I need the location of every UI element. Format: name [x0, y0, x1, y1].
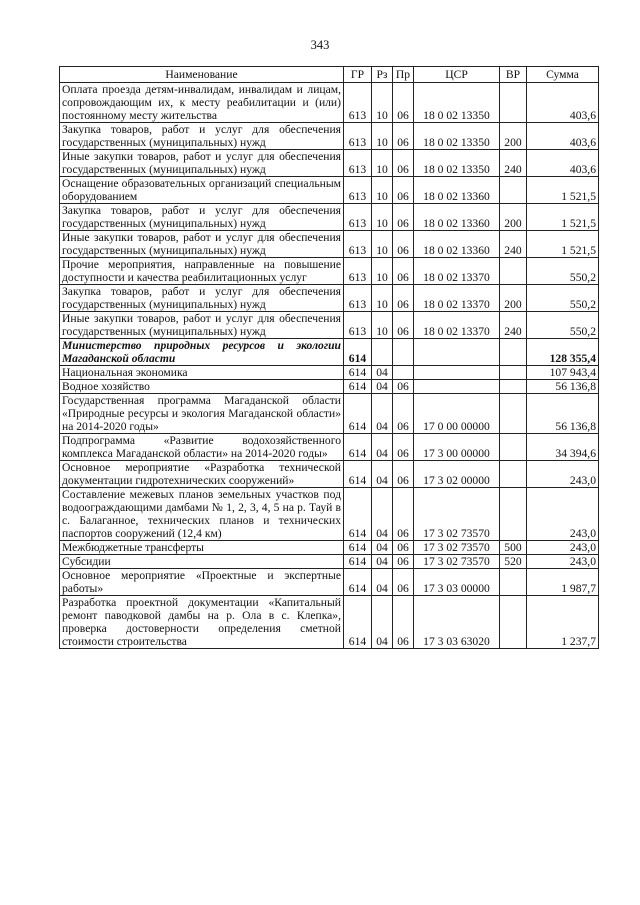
cell-name: Субсидии: [60, 555, 344, 569]
cell-name: Оснащение образовательных организаций специальным оборудованием: [60, 177, 344, 204]
cell-rz: 10: [372, 258, 393, 285]
cell-name: Разработка проектной документации «Капитальный ремонт паводковой дамбы на р. Ола в с. Клепка», проверка достоверности определения сметной стоимости строительства: [60, 596, 344, 649]
cell-gr: 613: [344, 83, 372, 123]
cell-pr: 06: [393, 488, 414, 541]
cell-pr: 06: [393, 555, 414, 569]
col-header-csr: ЦСР: [414, 67, 500, 83]
cell-rz: 04: [372, 596, 393, 649]
cell-pr: 06: [393, 394, 414, 434]
cell-sum: 56 136,8: [527, 380, 599, 394]
col-header-vr: ВР: [500, 67, 527, 83]
cell-csr: 18 0 02 13350: [414, 150, 500, 177]
cell-gr: 613: [344, 123, 372, 150]
cell-gr: 614: [344, 569, 372, 596]
cell-vr: [500, 339, 527, 366]
cell-gr: 613: [344, 231, 372, 258]
cell-pr: 06: [393, 541, 414, 555]
cell-sum: 34 394,6: [527, 434, 599, 461]
cell-name: Государственная программа Магаданской области «Природные ресурсы и экология Магаданской области» на 2014-2020 годы»: [60, 394, 344, 434]
cell-rz: 04: [372, 488, 393, 541]
cell-csr: 18 0 02 13370: [414, 285, 500, 312]
cell-name: Оплата проезда детям-инвалидам, инвалидам и лицам, сопровождающим их, к месту реабилитации и (или) постоянному месту жительства: [60, 83, 344, 123]
cell-pr: 06: [393, 312, 414, 339]
cell-sum: 403,6: [527, 123, 599, 150]
cell-sum: 403,6: [527, 83, 599, 123]
table-row: [60, 488, 599, 541]
cell-name: Иные закупки товаров, работ и услуг для обеспечения государственных (муниципальных) нужд: [60, 312, 344, 339]
cell-sum: 107 943,4: [527, 366, 599, 380]
cell-pr: 06: [393, 461, 414, 488]
table-row: [60, 123, 599, 150]
cell-csr: 17 3 02 00000: [414, 461, 500, 488]
cell-gr: 614: [344, 339, 372, 366]
cell-rz: 04: [372, 461, 393, 488]
cell-pr: 06: [393, 434, 414, 461]
cell-gr: 614: [344, 434, 372, 461]
cell-name: Водное хозяйство: [60, 380, 344, 394]
cell-name: Закупка товаров, работ и услуг для обеспечения государственных (муниципальных) нужд: [60, 285, 344, 312]
cell-gr: 614: [344, 380, 372, 394]
cell-rz: 10: [372, 150, 393, 177]
cell-csr: [414, 339, 500, 366]
cell-vr: 520: [500, 555, 527, 569]
cell-vr: 200: [500, 285, 527, 312]
cell-sum: 56 136,8: [527, 394, 599, 434]
cell-sum: 243,0: [527, 461, 599, 488]
cell-sum: 403,6: [527, 150, 599, 177]
table-row: [60, 569, 599, 596]
cell-rz: 04: [372, 555, 393, 569]
page-number: 343: [310, 38, 330, 52]
cell-rz: 04: [372, 366, 393, 380]
table-row: [60, 83, 599, 123]
cell-csr: 17 3 02 73570: [414, 541, 500, 555]
cell-gr: 614: [344, 461, 372, 488]
table-row: [60, 150, 599, 177]
table-row: [60, 366, 599, 380]
cell-pr: 06: [393, 596, 414, 649]
cell-vr: [500, 366, 527, 380]
cell-pr: 06: [393, 177, 414, 204]
table-header-row: [60, 67, 599, 83]
cell-csr: 18 0 02 13370: [414, 312, 500, 339]
table-row: [60, 204, 599, 231]
col-header-name: Наименование: [60, 67, 344, 83]
cell-pr: 06: [393, 380, 414, 394]
cell-csr: [414, 366, 500, 380]
cell-csr: 17 3 02 73570: [414, 555, 500, 569]
cell-rz: 10: [372, 123, 393, 150]
cell-gr: 613: [344, 177, 372, 204]
cell-name: Национальная экономика: [60, 366, 344, 380]
cell-csr: 17 0 00 00000: [414, 394, 500, 434]
table-row: [60, 285, 599, 312]
cell-sum: 1 237,7: [527, 596, 599, 649]
cell-gr: 614: [344, 366, 372, 380]
cell-sum: 1 521,5: [527, 177, 599, 204]
cell-vr: [500, 596, 527, 649]
cell-csr: 17 3 03 00000: [414, 569, 500, 596]
cell-gr: 614: [344, 555, 372, 569]
cell-pr: 06: [393, 258, 414, 285]
col-header-pr: Пр: [393, 67, 414, 83]
table-row: [60, 596, 599, 649]
cell-name: Подпрограмма «Развитие водохозяйственного комплекса Магаданской области» на 2014-2020 годы»: [60, 434, 344, 461]
cell-csr: 18 0 02 13360: [414, 177, 500, 204]
cell-name: Основное мероприятие «Проектные и экспертные работы»: [60, 569, 344, 596]
table-row: [60, 394, 599, 434]
table-row: [60, 177, 599, 204]
cell-pr: [393, 339, 414, 366]
cell-gr: 613: [344, 258, 372, 285]
cell-csr: 17 3 00 00000: [414, 434, 500, 461]
cell-sum: 1 521,5: [527, 204, 599, 231]
cell-gr: 613: [344, 312, 372, 339]
cell-csr: 17 3 02 73570: [414, 488, 500, 541]
budget-table: [59, 66, 599, 649]
cell-vr: [500, 461, 527, 488]
cell-sum: 243,0: [527, 488, 599, 541]
table-row: [60, 461, 599, 488]
cell-vr: 200: [500, 123, 527, 150]
cell-gr: 614: [344, 541, 372, 555]
cell-name: Прочие мероприятия, направленные на повышение доступности и качества реабилитационных услуг: [60, 258, 344, 285]
cell-sum: 243,0: [527, 555, 599, 569]
cell-gr: 614: [344, 394, 372, 434]
cell-gr: 614: [344, 596, 372, 649]
cell-pr: 06: [393, 123, 414, 150]
cell-gr: 613: [344, 204, 372, 231]
cell-csr: 18 0 02 13360: [414, 231, 500, 258]
cell-name: Иные закупки товаров, работ и услуг для обеспечения государственных (муниципальных) нужд: [60, 231, 344, 258]
cell-gr: 613: [344, 285, 372, 312]
cell-sum: 1 521,5: [527, 231, 599, 258]
cell-name: Министерство природных ресурсов и экологии Магаданской области: [60, 339, 344, 366]
cell-pr: 06: [393, 231, 414, 258]
cell-csr: 18 0 02 13370: [414, 258, 500, 285]
table-row: [60, 231, 599, 258]
col-header-sum: Сумма: [527, 67, 599, 83]
cell-sum: 128 355,4: [527, 339, 599, 366]
cell-rz: 10: [372, 285, 393, 312]
cell-vr: 240: [500, 312, 527, 339]
cell-vr: [500, 434, 527, 461]
table-row: [60, 434, 599, 461]
cell-pr: 06: [393, 285, 414, 312]
col-header-gr: ГР: [344, 67, 372, 83]
table-row: [60, 258, 599, 285]
cell-vr: [500, 258, 527, 285]
cell-name: Закупка товаров, работ и услуг для обеспечения государственных (муниципальных) нужд: [60, 204, 344, 231]
cell-vr: 200: [500, 204, 527, 231]
cell-sum: 550,2: [527, 285, 599, 312]
cell-rz: 04: [372, 394, 393, 434]
cell-vr: 240: [500, 231, 527, 258]
cell-vr: 500: [500, 541, 527, 555]
cell-name: Основное мероприятие «Разработка технической документации гидротехнических сооружений»: [60, 461, 344, 488]
cell-rz: 04: [372, 434, 393, 461]
cell-csr: 18 0 02 13360: [414, 204, 500, 231]
cell-csr: 17 3 03 63020: [414, 596, 500, 649]
cell-name: Составление межевых планов земельных участков под водоограждающими дамбами № 1, 2, 3, 4, 5 на р. Тауй в с. Балаганное, технических планов и технических паспортов сооружений (12,4 км): [60, 488, 344, 541]
cell-csr: [414, 380, 500, 394]
cell-rz: 10: [372, 204, 393, 231]
cell-csr: 18 0 02 13350: [414, 123, 500, 150]
cell-vr: [500, 488, 527, 541]
cell-rz: 10: [372, 312, 393, 339]
cell-pr: 06: [393, 204, 414, 231]
cell-pr: 06: [393, 150, 414, 177]
cell-rz: [372, 339, 393, 366]
cell-sum: 550,2: [527, 258, 599, 285]
cell-rz: 10: [372, 231, 393, 258]
table-row: [60, 380, 599, 394]
cell-pr: 06: [393, 569, 414, 596]
cell-rz: 04: [372, 380, 393, 394]
table-row: [60, 312, 599, 339]
cell-rz: 10: [372, 177, 393, 204]
cell-vr: [500, 177, 527, 204]
cell-name: Иные закупки товаров, работ и услуг для обеспечения государственных (муниципальных) нужд: [60, 150, 344, 177]
cell-vr: [500, 83, 527, 123]
cell-vr: 240: [500, 150, 527, 177]
cell-pr: 06: [393, 83, 414, 123]
cell-rz: 04: [372, 541, 393, 555]
cell-vr: [500, 569, 527, 596]
cell-gr: 613: [344, 150, 372, 177]
cell-rz: 10: [372, 83, 393, 123]
cell-gr: 614: [344, 488, 372, 541]
cell-vr: [500, 394, 527, 434]
cell-name: Межбюджетные трансферты: [60, 541, 344, 555]
cell-sum: 243,0: [527, 541, 599, 555]
cell-rz: 04: [372, 569, 393, 596]
table-row: [60, 541, 599, 555]
table-row: [60, 555, 599, 569]
cell-sum: 550,2: [527, 312, 599, 339]
table-row: [60, 339, 599, 366]
cell-sum: 1 987,7: [527, 569, 599, 596]
cell-name: Закупка товаров, работ и услуг для обеспечения государственных (муниципальных) нужд: [60, 123, 344, 150]
cell-vr: [500, 380, 527, 394]
col-header-rz: Рз: [372, 67, 393, 83]
cell-pr: [393, 366, 414, 380]
cell-csr: 18 0 02 13350: [414, 83, 500, 123]
